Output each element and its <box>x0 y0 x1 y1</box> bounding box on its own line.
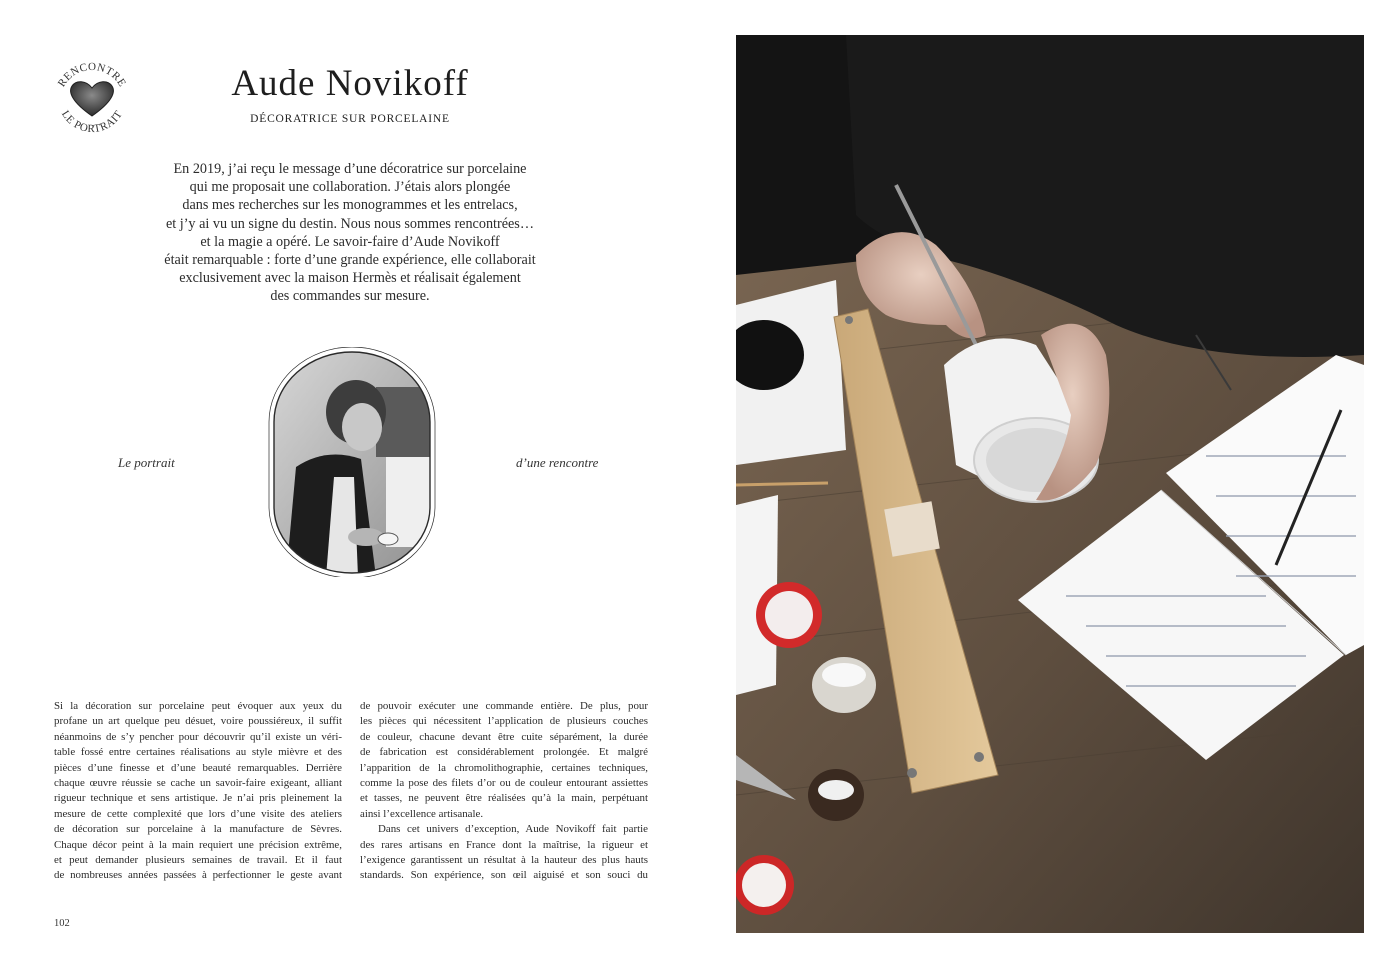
body-line: mesure de cette complexité que lors d’une visite des ateliers <box>54 807 342 820</box>
body-line: standards. Son expérience, son œil aiguisé et son souci du <box>360 869 648 882</box>
right-page <box>700 0 1400 969</box>
page-title: Aude Novikoff <box>231 63 469 104</box>
portrait-photo <box>266 347 438 577</box>
body-line: profane un art quelque peu désuet, voire poussiéreux, il suffit <box>54 715 342 728</box>
main-photo <box>736 35 1364 933</box>
body-column-2 <box>360 699 648 884</box>
body-line: et peut demander plusieurs semaines de travail. Et il faut <box>54 854 342 867</box>
rencontre-stamp <box>50 52 134 152</box>
body-line: de décoration sur porcelaine à la manufacture de Sèvres. <box>54 823 342 836</box>
intro-line: qui me proposait une collaboration. J’étais alors plongée <box>189 179 511 196</box>
page-subtitle: DÉCORATRICE SUR PORCELAINE <box>250 113 450 125</box>
body-line: l’apparition de la chromolithographie, certaines techniques, <box>360 761 648 774</box>
body-line: l’exigence garantissent un résultat à la hauteur des plus hauts <box>360 854 648 867</box>
caption-right: d’une rencontre <box>516 455 599 470</box>
body-line: Dans cet univers d’exception, Aude Novikoff fait partie <box>378 823 648 836</box>
intro-line: des commandes sur mesure. <box>270 288 430 305</box>
body-line: comme la pose des filets d’or ou de couleur entourant assiettes <box>360 777 648 790</box>
body-line: Chaque décor peint à la main requiert une précision extrême, <box>54 838 342 851</box>
intro-line: et la magie a opéré. Le savoir-faire d’Aude Novikoff <box>200 233 500 250</box>
body-line: de fabrication est considérablement prolongée. Et malgré <box>360 746 648 759</box>
stamp-bottom-text: LE PORTRAIT <box>58 108 126 136</box>
body-line: des rares artisans en France dont la maîtrise, la rigueur et <box>360 838 648 851</box>
intro-line: et j’y ai vu un signe du destin. Nous nous sommes rencontrées… <box>165 215 535 232</box>
page-number: 102 <box>54 918 70 929</box>
body-line: pièces d’une finesse et d’une beauté remarquables. Derrière <box>54 761 342 774</box>
intro-line: dans mes recherches sur les monogrammes et les entrelacs, <box>182 197 518 214</box>
heart-icon <box>71 82 114 116</box>
body-line: chaque œuvre réussie se cache un savoir-faire exigeant, alliant <box>54 777 342 790</box>
body-line: ainsi l’excellence artisanale. <box>360 807 484 820</box>
body-line: de couleur, chacune devant être cuite séparément, la durée <box>360 730 648 743</box>
body-line: de nombreuses années passées à perfectionner le geste avant <box>54 869 342 882</box>
body-line: néanmoins de s’y pencher pour découvrir qu’il existe un véri- <box>54 730 342 743</box>
intro-line: En 2019, j’ai reçu le message d’une décoratrice sur porcelaine <box>173 161 527 177</box>
intro-line: était remarquable : forte d’une grande expérience, elle collaborait <box>164 252 536 269</box>
stamp-top-text: RENCONTRE <box>55 60 129 90</box>
body-line: et tasses, ne peuvent être réalisées qu’à la main, perpétuant <box>360 792 648 805</box>
intro-paragraph <box>120 160 580 306</box>
body-line: table fossé entre certaines réalisations au style mièvre et des <box>54 746 342 759</box>
body-column-1 <box>54 699 342 884</box>
body-line: les pièces qui nécessitent l’application de plusieurs couches <box>360 715 648 728</box>
body-line: rigueur technique et sens artistique. Je n’ai pris pleinement la <box>54 792 342 805</box>
body-line: de pouvoir exécuter une commande entière. De plus, pour <box>360 700 648 712</box>
body-line: Si la décoration sur porcelaine peut évoquer aux yeux du <box>54 700 342 712</box>
intro-line: exclusivement avec la maison Hermès et réalisait également <box>179 270 521 287</box>
caption-left: Le portrait <box>118 455 175 470</box>
svg-text:RENCONTRE <box>56 61 129 89</box>
